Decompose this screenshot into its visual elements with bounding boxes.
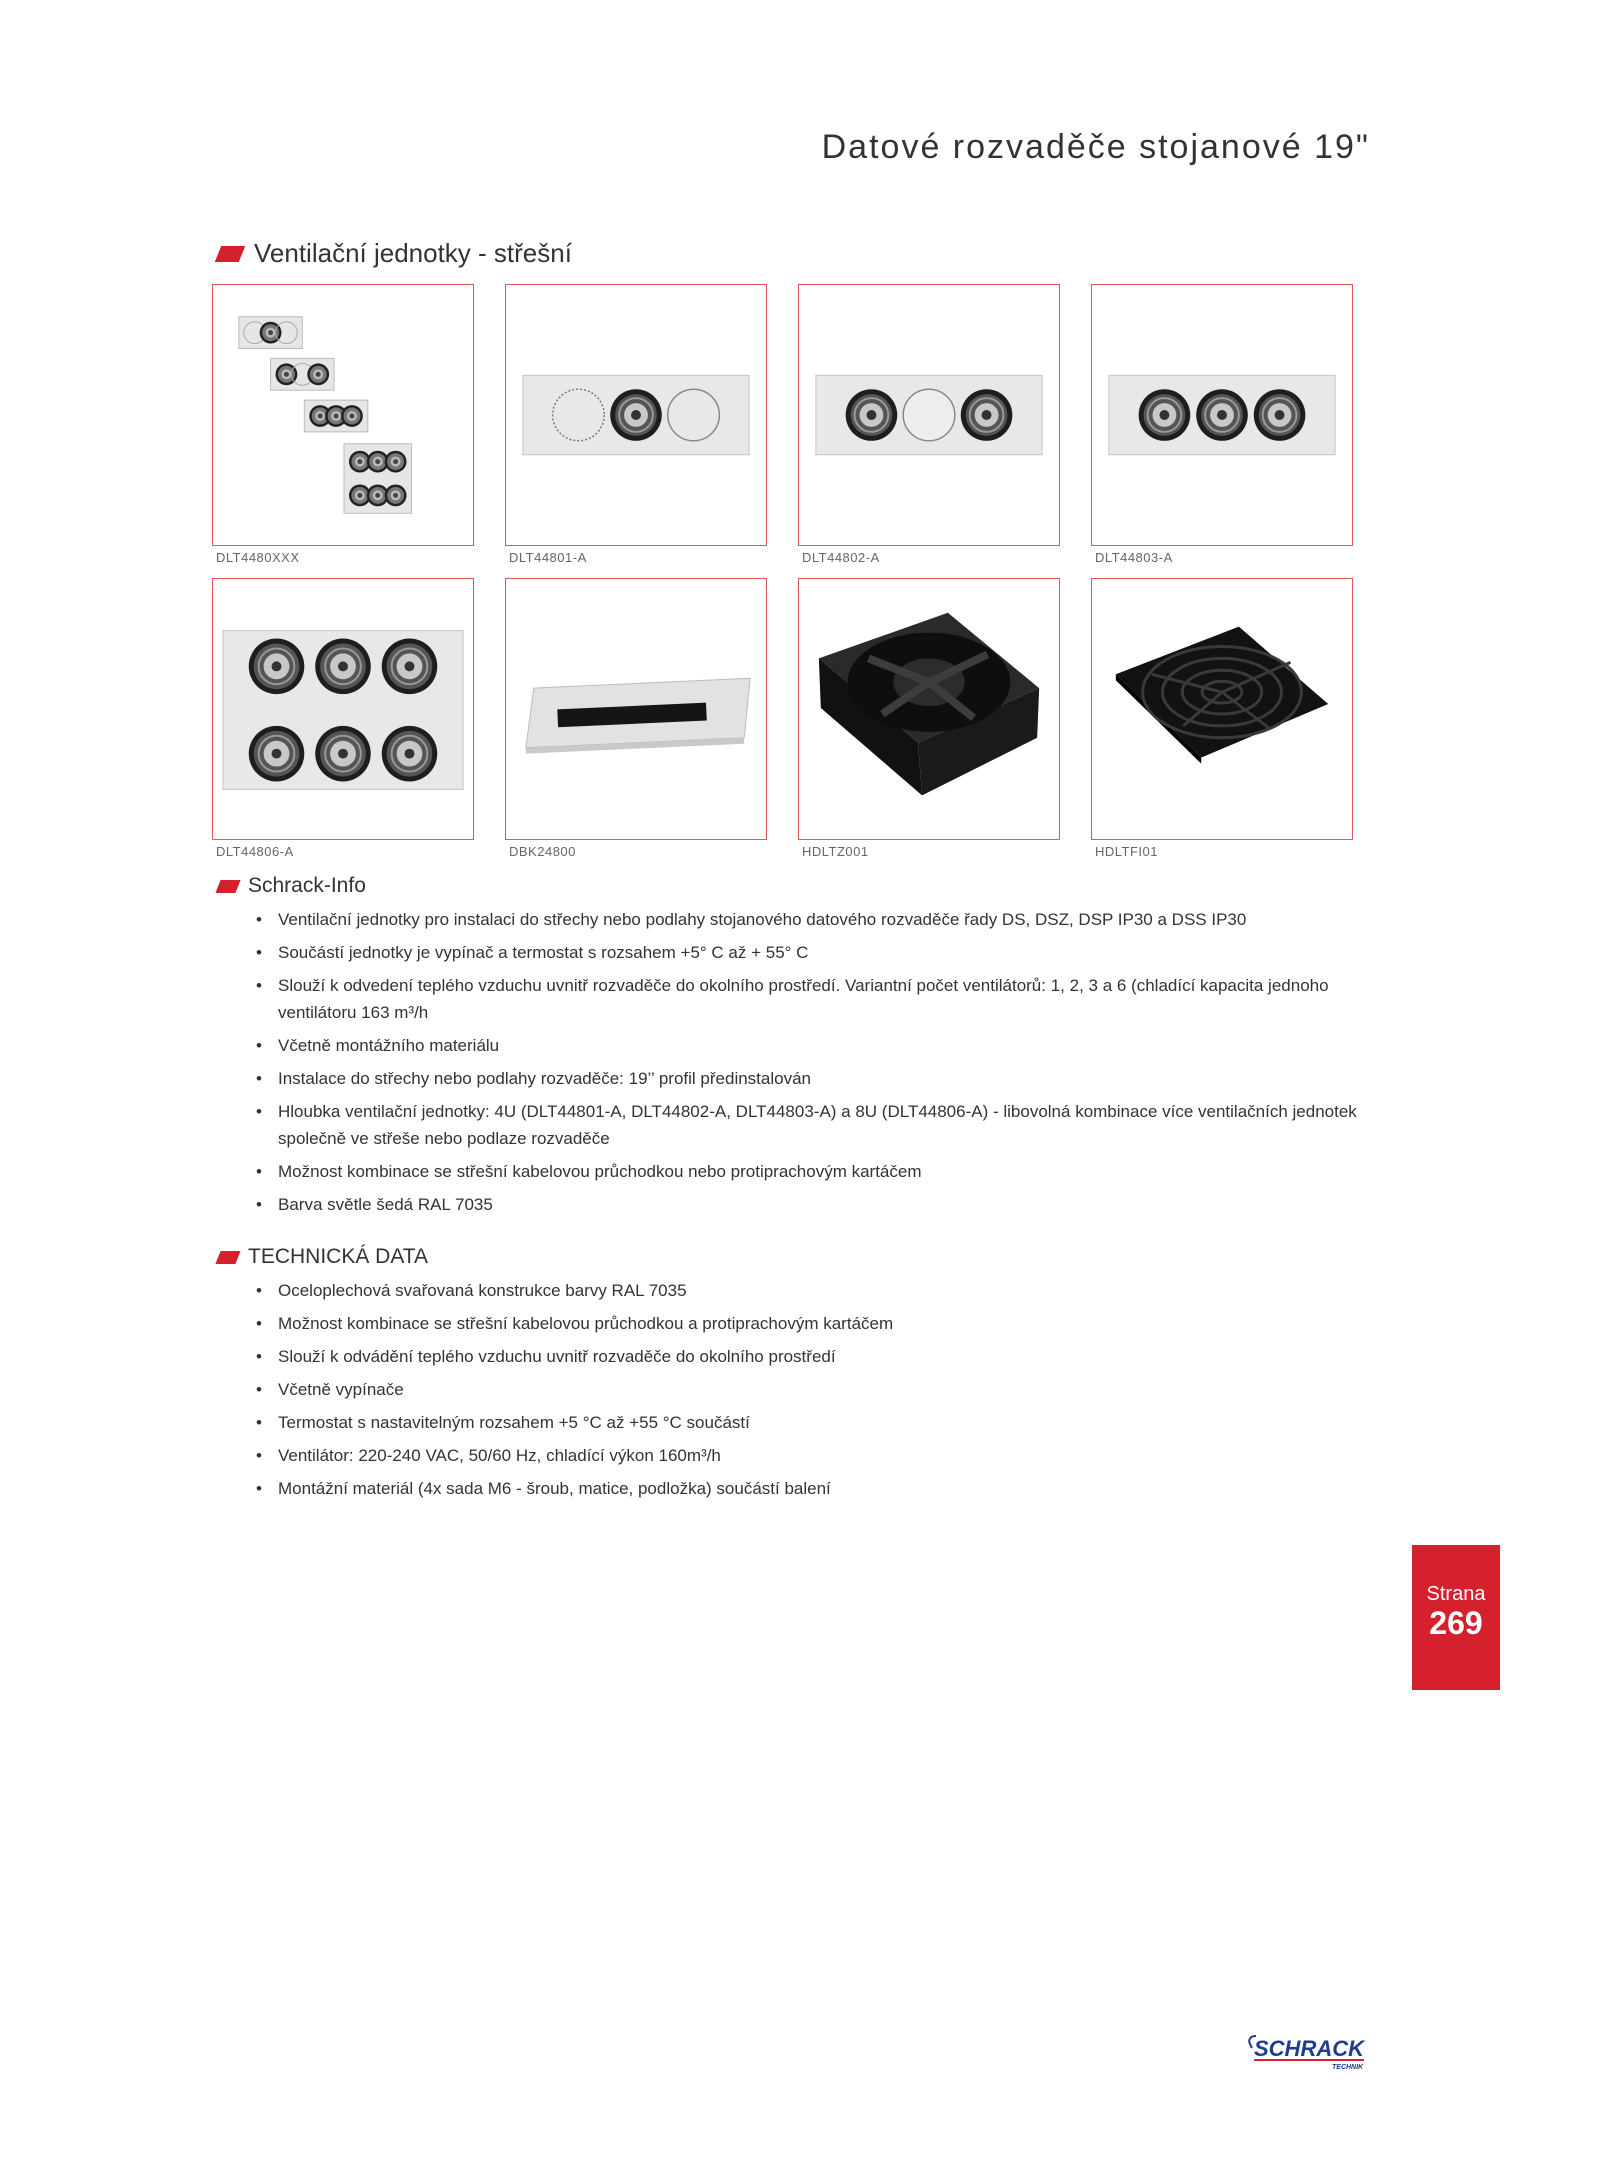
list-item: • Možnost kombinace se střešní kabelovou průchodkou nebo protiprachovým kartáčem [252, 1158, 1362, 1185]
list-item: • Včetně montážního materiálu [252, 1032, 1362, 1059]
product-image-hdltz001[interactable] [798, 578, 1060, 840]
section-heading-technical-data [218, 1245, 428, 1269]
page-number-tab [1412, 1545, 1500, 1690]
fan-unit-6-fans-image [213, 579, 473, 839]
brush-panel-image [506, 579, 766, 839]
section-heading-label: Ventilační jednotky - střešní [254, 238, 572, 268]
list-item: • Instalace do střechy nebo podlahy rozvaděče: 19’’ profil předinstalován [252, 1065, 1362, 1092]
schrack-info-list [252, 906, 1362, 1224]
list-item: • Možnost kombinace se střešní kabelovou průchodkou a protiprachovým kartáčem [252, 1310, 1362, 1337]
fan-unit-3-fans-image [1092, 285, 1352, 545]
product-image-dlt44806-a[interactable] [212, 578, 474, 840]
page-tab-label: Strana [1426, 1583, 1486, 1605]
product-image-dlt4480xxx[interactable] [212, 284, 474, 546]
fan-unit-2-fans-image [799, 285, 1059, 545]
list-item: • Montážní materiál (4x sada M6 - šroub, matice, podložka) součástí balení [252, 1475, 1362, 1502]
section-heading-ventilation [218, 238, 572, 269]
fan-filter-grille-image [1092, 579, 1352, 839]
section-marker-icon [215, 246, 245, 262]
fan-unit-combination-image [213, 285, 473, 545]
list-item: • Slouží k odvádění teplého vzduchu uvnitř rozvaděče do okolního prostředí [252, 1343, 1362, 1370]
list-item: • Ventilační jednotky pro instalaci do střechy nebo podlahy stojanového datového rozvaděče řady DS, DSZ, DSP IP30 a DSS IP30 [252, 906, 1362, 933]
schrack-logo [1246, 2032, 1372, 2074]
product-code: DLT44802-A [802, 550, 880, 565]
list-item: • Termostat s nastavitelným rozsahem +5 °C až +55 °C součástí [252, 1409, 1362, 1436]
schrack-logo-icon [1246, 2032, 1372, 2074]
product-image-dlt44802-a[interactable] [798, 284, 1060, 546]
product-image-dlt44803-a[interactable] [1091, 284, 1353, 546]
product-image-dbk24800[interactable] [505, 578, 767, 840]
product-image-hdltfi01[interactable] [1091, 578, 1353, 840]
list-item: • Oceloplechová svařovaná konstrukce barvy RAL 7035 [252, 1277, 1362, 1304]
product-code: DLT44801-A [509, 550, 587, 565]
product-code: DLT44803-A [1095, 550, 1173, 565]
page-title: Datové rozvaděče stojanové 19" [821, 128, 1370, 166]
fan-unit-1-fan-image [506, 285, 766, 545]
product-code: DLT44806-A [216, 844, 294, 859]
section-heading-label: TECHNICKÁ DATA [248, 1245, 429, 1268]
product-code: HDLTZ001 [802, 844, 869, 859]
section-marker-icon [215, 880, 240, 893]
list-item: • Součástí jednotky je vypínač a termostat s rozsahem +5° C až + 55° C [252, 939, 1362, 966]
brand-sub: TECHNIK [1332, 2064, 1364, 2071]
page-number: 269 [1429, 1605, 1483, 1641]
section-heading-label: Schrack-Info [248, 874, 366, 897]
list-item: • Barva světle šedá RAL 7035 [252, 1191, 1362, 1218]
list-item: • Včetně vypínače [252, 1376, 1362, 1403]
brand-name: SCHRACK [1254, 2036, 1364, 2061]
product-image-dlt44801-a[interactable] [505, 284, 767, 546]
list-item: • Ventilátor: 220-240 VAC, 50/60 Hz, chladící výkon 160m³/h [252, 1442, 1362, 1469]
axial-fan-image [799, 579, 1059, 839]
product-code: DBK24800 [509, 844, 576, 859]
technical-data-list [252, 1277, 1362, 1508]
product-code: HDLTFI01 [1095, 844, 1158, 859]
product-code: DLT4480XXX [216, 550, 300, 565]
list-item: • Hloubka ventilační jednotky: 4U (DLT44801-A, DLT44802-A, DLT44803-A) a 8U (DLT44806-A) - libovolná kombinace více ventilačních jednotek společně ve střeše nebo podlaze rozvaděče [252, 1098, 1362, 1152]
section-marker-icon [215, 1251, 240, 1264]
section-heading-schrack-info [218, 874, 366, 898]
list-item: • Slouží k odvedení teplého vzduchu uvnitř rozvaděče do okolního prostředí. Variantní počet ventilátorů: 1, 2, 3 a 6 (chladící kapacita jednoho ventilátoru 163 m³/h [252, 972, 1362, 1026]
